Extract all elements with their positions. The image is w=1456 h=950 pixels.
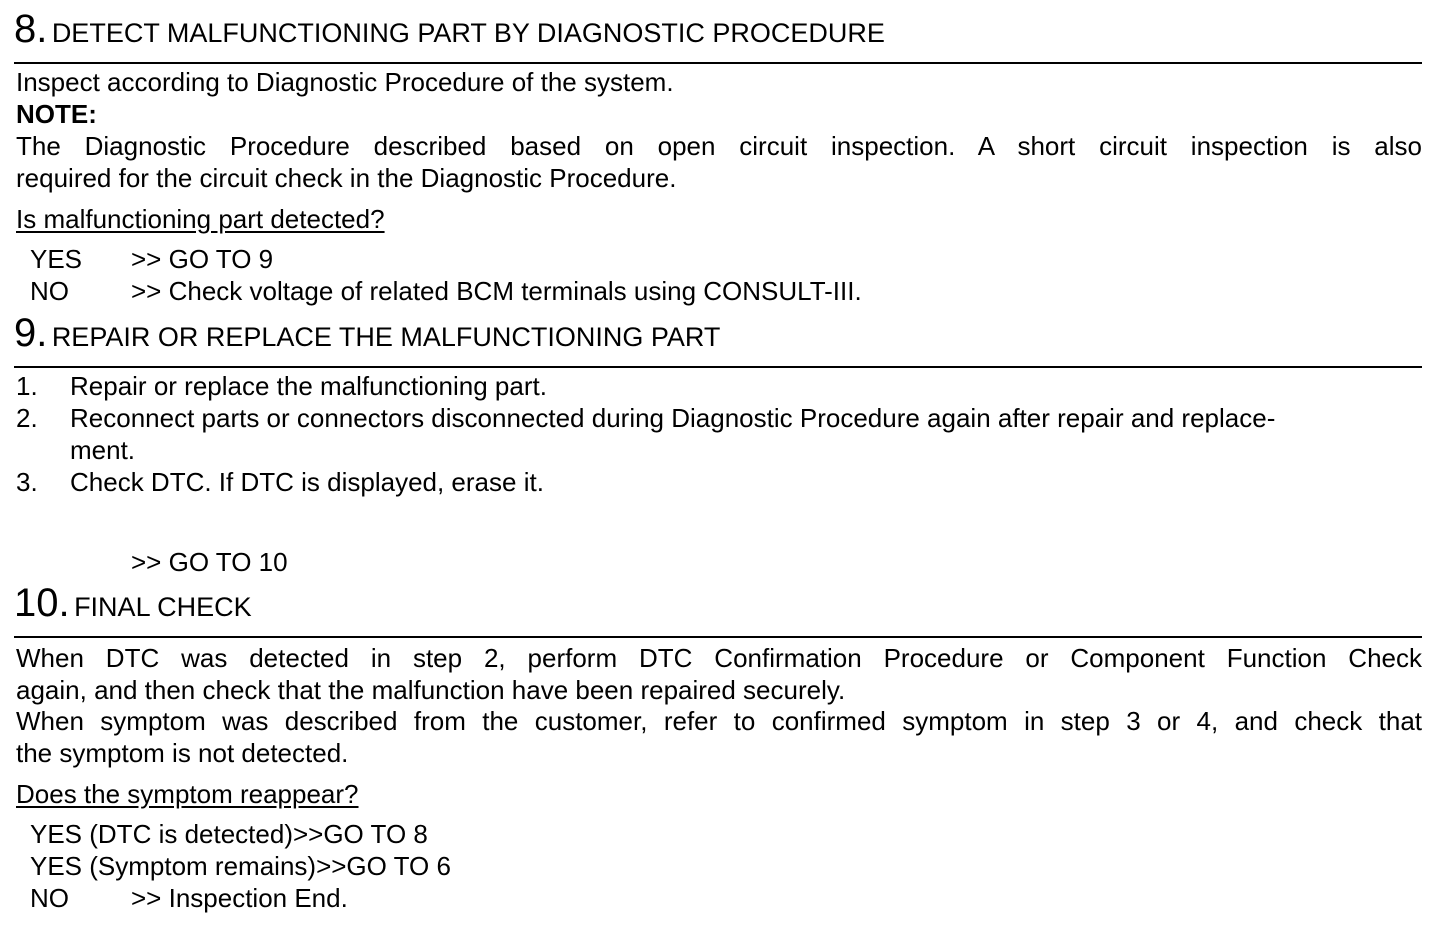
step-10-answer-no-action: >> Inspection End. xyxy=(131,883,348,913)
step-9-item-1-text: Repair or replace the malfunctioning part. xyxy=(70,371,547,401)
step-10-heading xyxy=(14,582,252,624)
step-9-divider xyxy=(14,366,1422,368)
step-10-answer-yes-symptom: YES (Symptom remains)>>GO TO 6 xyxy=(30,851,451,881)
step-10-paragraph-2-line-2: the symptom is not detected. xyxy=(16,738,349,768)
step-9-item-3-number: 3. xyxy=(16,467,38,497)
step-8-number: 8. xyxy=(14,7,48,51)
step-10-paragraph-2-line-1: When symptom was described from the customer, refer to confirmed symptom in step 3 or 4, and check that xyxy=(16,706,1422,736)
step-10-paragraph-1-line-2: again, and then check that the malfunction have been repaired securely. xyxy=(16,675,846,705)
step-10-answer-yes-dtc: YES (DTC is detected)>>GO TO 8 xyxy=(30,819,428,849)
step-9-item-2-text: Reconnect parts or connectors disconnected during Diagnostic Procedure again after repair and replace- xyxy=(70,403,1276,433)
step-8-divider xyxy=(14,62,1422,64)
step-8-heading xyxy=(14,8,885,50)
step-8-answer-no-key: NO xyxy=(30,276,69,306)
step-8-question: Is malfunctioning part detected? xyxy=(16,204,385,234)
step-9-item-3-text: Check DTC. If DTC is displayed, erase it. xyxy=(70,467,544,497)
step-9-number: 9. xyxy=(14,311,48,355)
step-9-goto: >> GO TO 10 xyxy=(131,547,288,577)
step-10-question: Does the symptom reappear? xyxy=(16,779,359,809)
step-8-title: DETECT MALFUNCTIONING PART BY DIAGNOSTIC PROCEDURE xyxy=(51,18,885,48)
note-line-2: required for the circuit check in the Diagnostic Procedure. xyxy=(16,163,677,193)
step-9-heading xyxy=(14,312,720,354)
step-9-item-2-continuation: ment. xyxy=(70,435,136,465)
step-10-number: 10. xyxy=(14,581,70,625)
step-8-answer-yes-key: YES xyxy=(30,244,83,274)
note-label: NOTE: xyxy=(16,99,97,129)
step-8-answer-yes-action: >> GO TO 9 xyxy=(131,244,274,274)
step-9-title: REPAIR OR REPLACE THE MALFUNCTIONING PART xyxy=(51,322,721,352)
step-8-answer-no-action: >> Check voltage of related BCM terminals using CONSULT-III. xyxy=(131,276,862,306)
step-9-item-1-number: 1. xyxy=(16,371,38,401)
step-10-paragraph-1-line-1: When DTC was detected in step 2, perform DTC Confirmation Procedure or Component Function Check xyxy=(16,643,1422,673)
step-9-item-2-number: 2. xyxy=(16,403,38,433)
step-10-answer-no-key: NO xyxy=(30,883,69,913)
step-10-divider xyxy=(14,636,1422,638)
note-line-1: The Diagnostic Procedure described based on open circuit inspection. A short circuit inspection is also xyxy=(16,131,1422,161)
step-8-instruction: Inspect according to Diagnostic Procedure of the system. xyxy=(16,67,674,97)
step-10-title: FINAL CHECK xyxy=(74,592,252,622)
